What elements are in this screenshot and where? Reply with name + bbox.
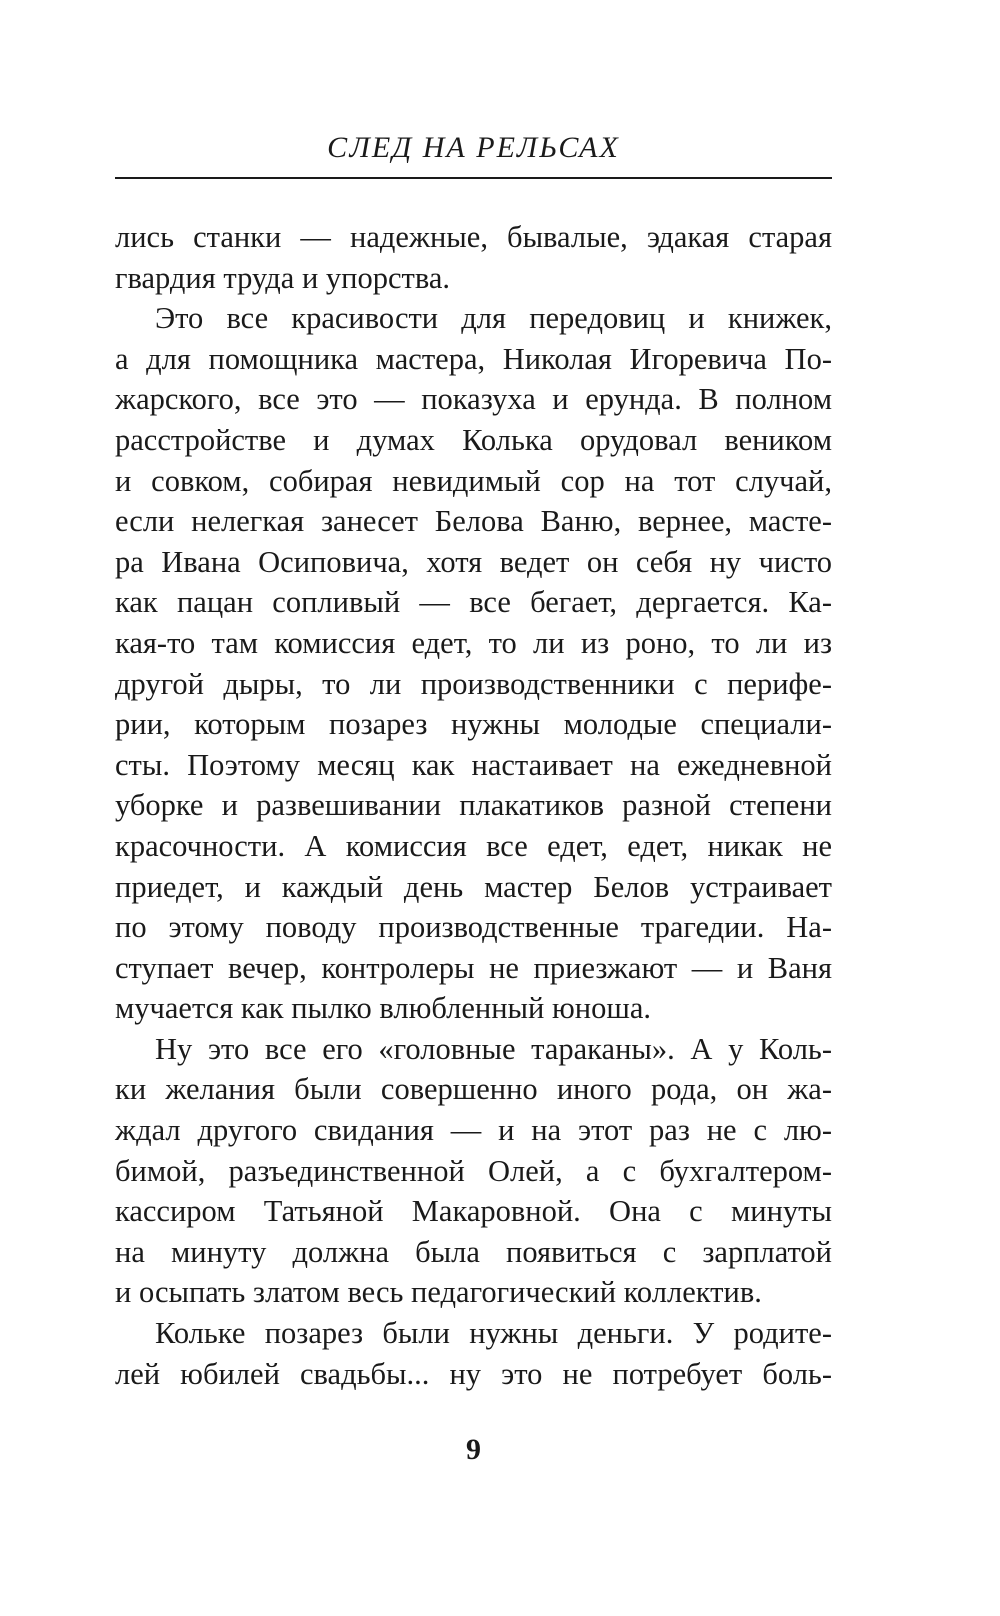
text-line: ждал другого свидания — и на этот раз не с лю- xyxy=(115,1113,832,1148)
text-line: жарского, все это — показуха и ерунда. В полном xyxy=(115,382,832,417)
text-line: гвардия труда и упорства. xyxy=(115,260,450,295)
text-line: расстройстве и думах Колька орудовал веником xyxy=(115,422,832,457)
text-line: кассиром Татьяной Макаровной. Она с минуты xyxy=(115,1194,832,1229)
text-line: бимой, разъединственной Олей, а с бухгалтером- xyxy=(115,1153,832,1188)
text-line: сты. Поэтому месяц как настаивает на ежедневной xyxy=(115,747,832,782)
text-line: рии, которым позарез нужны молодые специали- xyxy=(115,707,832,742)
text-line: лей юбилей свадьбы... ну это не потребует боль- xyxy=(115,1356,832,1391)
text-line: приедет, и каждый день мастер Белов устраивает xyxy=(115,869,832,904)
text-line: ра Ивана Осиповича, хотя ведет он себя ну чисто xyxy=(115,544,832,579)
text-line: мучается как пылко влюбленный юноша. xyxy=(115,991,651,1026)
text-line: красочности. А комиссия все едет, едет, никак не xyxy=(115,828,832,863)
text-line: лись станки — надежные, бывалые, эдакая старая xyxy=(115,220,832,254)
body-text xyxy=(115,217,832,1394)
text-line: уборке и развешивании плакатиков разной степени xyxy=(115,788,832,823)
text-line: и совком, собирая невидимый сор на тот случай, xyxy=(115,463,832,498)
text-line: ступает вечер, контролеры не приезжают — и Ваня xyxy=(115,950,832,985)
text-line: а для помощника мастера, Николая Игоревича По- xyxy=(115,341,832,376)
text-line: как пацан сопливый — все бегает, дергается. Ка- xyxy=(115,585,832,620)
text-line: ки желания были совершенно иного рода, он жа- xyxy=(115,1072,832,1107)
text-line: Ну это все его «головные тараканы». А у Коль- xyxy=(155,1031,832,1066)
running-title: СЛЕД НА РЕЛЬСАХ xyxy=(327,131,620,164)
text-line: кая-то там комиссия едет, то ли из роно, то ли из xyxy=(115,625,832,660)
text-line: на минуту должна была появиться с зарплатой xyxy=(115,1234,832,1269)
page-number: 9 xyxy=(466,1433,481,1466)
header-rule xyxy=(115,177,832,179)
text-line: и осыпать златом весь педагогический коллектив. xyxy=(115,1275,762,1310)
text-line: Это все красивости для передовиц и книжек, xyxy=(155,301,832,336)
text-line: Кольке позарез были нужны деньги. У родите- xyxy=(155,1316,832,1351)
text-line: другой дыры, то ли производственники с перифе- xyxy=(115,666,832,701)
text-line: если нелегкая занесет Белова Ваню, вернее, масте- xyxy=(115,504,832,539)
text-line: по этому поводу производственные трагедии. На- xyxy=(115,910,832,945)
